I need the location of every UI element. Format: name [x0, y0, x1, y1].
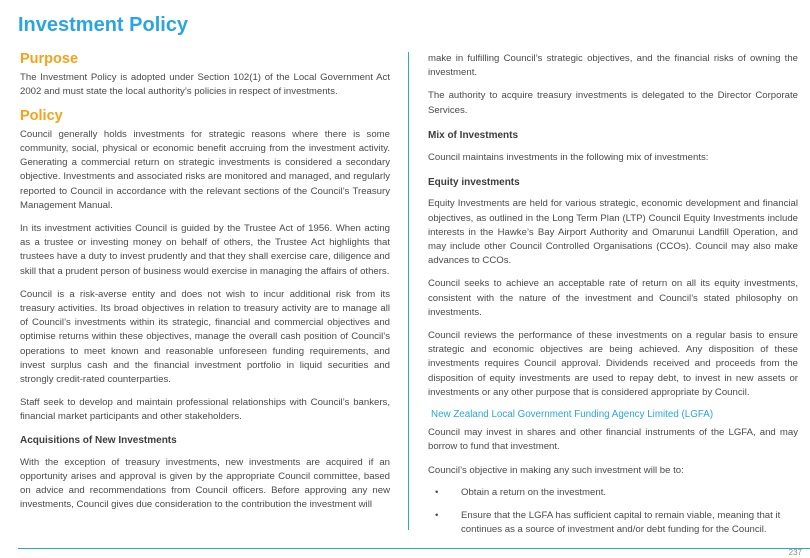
equity-heading: Equity investments	[428, 177, 520, 189]
left-column	[20, 50, 390, 513]
objective-list	[428, 486, 798, 538]
footer-divider	[18, 548, 810, 549]
mix-heading: Mix of Investments	[428, 129, 519, 141]
objective-text: Council’s objective in making any such investment will be to:	[428, 464, 684, 476]
column-divider	[408, 52, 409, 530]
purpose-text: The Investment Policy is adopted under Section 102(1) of the Local Government Act 2002 and must state the local authority’s policies in respect of investments.	[20, 72, 390, 98]
authority-text: The authority to acquire treasury investments is delegated to the Director Corporate Services.	[428, 90, 798, 116]
bullet-icon: •	[435, 510, 439, 522]
acquisitions-text: With the exception of treasury investments, new investments are acquired if an opportunity arises and approval is given by the appropriate Council committee, based on advice and recommendations from Council officers. Before approving any new investments, Council gives due consideration to the contribution the investment will	[20, 456, 390, 511]
page-title: Investment Policy	[18, 14, 189, 36]
lgfa-text: Council may invest in shares and other financial instruments of the LGFA, and may borrow to fund that investment.	[428, 427, 798, 453]
acquisitions-heading: Acquisitions of New Investments	[20, 434, 177, 446]
mix-text: Council maintains investments in the following mix of investments:	[428, 152, 709, 164]
equity-paragraph: Council reviews the performance of these investments on a regular basis to ensure strategic and economic objectives are being achieved. Any disposition of these investments requires Council approval. Dividends received and proceeds from the disposition of equity investments are used to repay debt, to invest in new assets or investments or any other purpose that is considered appropriate by Council.	[428, 330, 798, 398]
equity-paragraph: Equity Investments are held for various strategic, economic development and financial objectives, as outlined in the Long Term Plan (LTP) Council Equity Investments include interests in the Hawke’s Bay Airport Authority and Omarunui Landfill Operation, and may include other Council Controlled Organisations (CCOs). Council may also make advances to CCOs.	[428, 198, 798, 267]
policy-heading: Policy	[20, 107, 63, 124]
right-column	[428, 52, 798, 537]
policy-paragraph: Council generally holds investments for strategic reasons where there is some community, social, physical or economic benefit accruing from the investment activity. Generating a commercial return on strategic investments is considered a secondary objective. Investments and associated risks are monitored and managed, and regularly reported to Council in accordance with the relevant sections of the Council’s Treasury Management Manual.	[20, 128, 390, 211]
purpose-heading: Purpose	[20, 51, 79, 67]
list-item-text: Ensure that the LGFA has sufficient capital to remain viable, meaning that it continues as a source of investment and/or debt funding for the Council.	[461, 510, 781, 536]
policy-paragraph: Council is a risk-averse entity and does not wish to incur additional risk from its treasury activities. Its broad objectives in relation to treasury activity are to manage all of Council’s investments within its strategic, financial and commercial objectives and optimise returns within these objectives, manage the overall cash position of Council’s operations to meet known and reasonable unforeseen funding requirements, and invest surplus cash and the financial investment portfolio in liquid securities and strongly credit-rated counterparties.	[20, 288, 390, 386]
continuation-text: make in fulfilling Council’s strategic objectives, and the financial risks of owning the investment.	[428, 53, 798, 79]
policy-paragraph: In its investment activities Council is guided by the Trustee Act of 1956. When acting as a trustee or investing money on behalf of others, the Trustee Act highlights that trustees have a duty to invest prudently and that they shall exercise care, diligence and skill that a prudent person of business would exercise in managing the affairs of others.	[20, 223, 390, 277]
page-number: 237	[788, 549, 802, 557]
policy-paragraph: Staff seek to develop and maintain professional relationships with Council’s bankers, financial market participants and other stakeholders.	[20, 397, 390, 423]
bullet-icon: •	[435, 486, 439, 498]
list-item-text: Obtain a return on the investment.	[461, 486, 607, 498]
list-item	[428, 509, 798, 537]
list-item	[428, 486, 798, 500]
lgfa-heading: New Zealand Local Government Funding Agency Limited (LGFA)	[431, 409, 714, 421]
equity-paragraph: Council seeks to achieve an acceptable rate of return on all its equity investments, consistent with the nature of the investment and Council’s stated philosophy on investments.	[428, 278, 798, 318]
